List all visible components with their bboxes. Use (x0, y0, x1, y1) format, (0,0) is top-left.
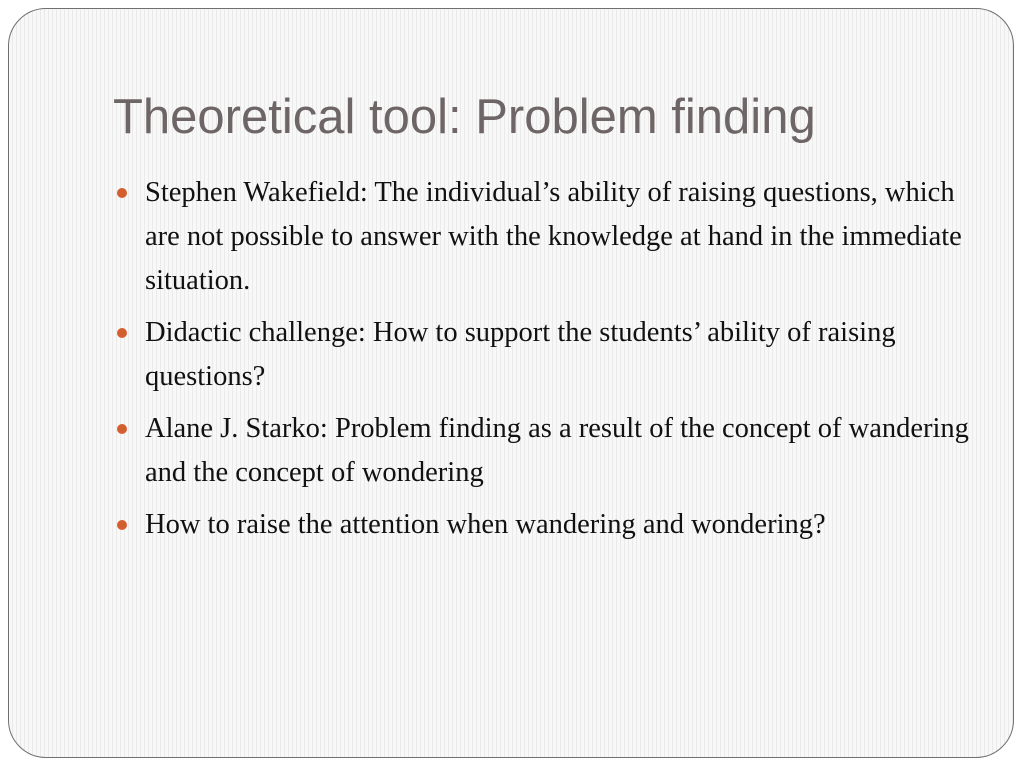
bullet-item (115, 503, 975, 547)
bullet-dot-icon (117, 424, 127, 434)
bullet-item (115, 407, 975, 495)
bullet-text: Alane J. Starko: Problem finding as a result of the concept of wandering and the concept of wondering (145, 413, 969, 488)
bullet-list (115, 171, 975, 555)
bullet-dot-icon (117, 188, 127, 198)
bullet-dot-icon (117, 520, 127, 530)
bullet-text: Stephen Wakefield: The individual’s ability of raising questions, which are not possible to answer with the knowledge at hand in the immediate situation. (145, 177, 962, 296)
bullet-text: Didactic challenge: How to support the students’ ability of raising questions? (145, 317, 896, 392)
bullet-item (115, 311, 975, 399)
bullet-item (115, 171, 975, 303)
bullet-text: How to raise the attention when wandering and wondering? (145, 509, 826, 540)
slide (8, 8, 1014, 758)
bullet-dot-icon (117, 328, 127, 338)
slide-title: Theoretical tool: Problem finding (113, 90, 816, 144)
